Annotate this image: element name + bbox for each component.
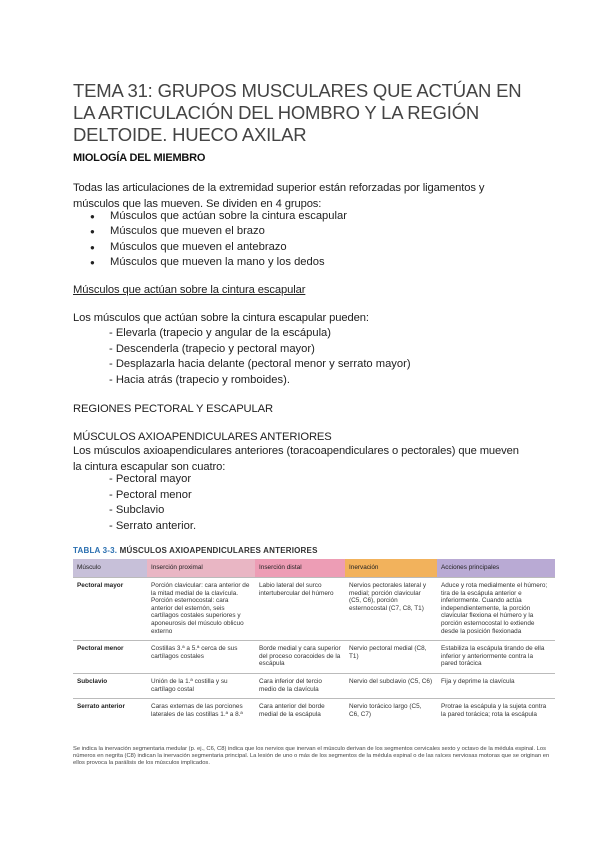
table-row (73, 578, 555, 641)
list-item: - Serrato anterior. (109, 519, 197, 532)
list-item: ● Músculos que actúan sobre la cintura escapular (90, 209, 347, 224)
cell-innervation: Nervios pectorales lateral y medial; porción clavicular (C5, C6), porción esternocostal (C7, C8, T1) (345, 578, 437, 641)
list-item: - Subclavio (109, 504, 165, 516)
cell-distal: Cara anterior del borde medial de la escápula (255, 699, 345, 724)
cell-innervation: Nervio pectoral medial (C8, T1) (345, 641, 437, 674)
cell-proximal: Porción clavicular: cara anterior de la mitad medial de la clavícula. Porción esternocostal: cara anterior del esternón, seis cartílagos costales superiores y aponeurosis del músculo oblicuo externo (147, 578, 255, 641)
table-number: TABLA 3-3. (73, 546, 118, 555)
cell-innervation: Nervio torácico largo (C5, C6, C7) (345, 699, 437, 724)
table-header-row (73, 559, 555, 578)
cell-actions: Fija y deprime la clavícula (437, 673, 555, 698)
cell-innervation: Nervio del subclavio (C5, C6) (345, 673, 437, 698)
header-proximal: Inserción proximal (147, 559, 255, 578)
table-caption-text: MÚSCULOS AXIOAPENDICULARES ANTERIORES (119, 546, 318, 555)
table-row (73, 673, 555, 698)
header-innervation: Inervación (345, 559, 437, 578)
cell-muscle: Pectoral mayor (73, 578, 147, 641)
list-item: - Pectoral mayor (109, 473, 192, 485)
table-row (73, 641, 555, 674)
list-item: ● Músculos que mueven el antebrazo (90, 240, 347, 255)
list-item: - Descenderla (trapecio y pectoral mayor) (109, 342, 315, 355)
cell-distal: Labio lateral del surco intertubercular del húmero (255, 578, 345, 641)
cell-proximal: Costillas 3.ª a 5.ª cerca de sus cartílagos costales (147, 641, 255, 674)
cell-actions: Estabiliza la escápula tirando de ella inferior y anteriormente contra la pared torácica (437, 641, 555, 674)
list-item: - Pectoral menor (109, 488, 192, 501)
cell-muscle: Serrato anterior (73, 699, 147, 724)
muscles-table (73, 559, 555, 723)
cell-actions: Protrae la escápula y la sujeta contra la pared torácica; rota la escápula (437, 699, 555, 724)
section-heading: MIOLOGÍA DEL MIEMBRO (73, 152, 206, 164)
list-item: - Elevarla (trapecio y angular de la escápula) (109, 327, 332, 339)
groups-list (90, 209, 347, 271)
cell-proximal: Caras externas de las porciones laterales de las costillas 1.ª a 8.ª (147, 699, 255, 724)
list-item: - Hacia atrás (trapecio y romboides). (109, 373, 290, 386)
anterior-heading: MÚSCULOS AXIOAPENDICULARES ANTERIORES (73, 431, 332, 443)
table-caption (73, 546, 318, 555)
table-footnote: Se indica la inervación segmentaria medular (p. ej., C6, C8) indica que los nervios que inervan el músculo derivan de los segmentos cervicales sexto y octavo de la médula espinal. Los números en negrita (C8) indican la inervación segmentaria principal. La lesión de uno o más de los segmentos de la médula espinal o de las raíces nerviosas motoras que se originan en ellos provoca la parálisis de los músculos implicados. (73, 746, 550, 766)
cell-distal: Cara inferior del tercio medio de la clavícula (255, 673, 345, 698)
list-item: ● Músculos que mueven la mano y los dedos (90, 255, 347, 270)
cell-proximal: Unión de la 1.ª costilla y su cartílago costal (147, 673, 255, 698)
actions-intro: Los músculos que actúan sobre la cintura escapular pueden: (73, 312, 369, 324)
anterior-intro: Los músculos axioapendiculares anteriores (toracoapendiculares o pectorales) que mueven la cintura escapular son cuatro: (73, 445, 519, 473)
table-row (73, 699, 555, 724)
header-actions: Acciones principales (437, 559, 555, 578)
intro-paragraph: Todas las articulaciones de la extremidad superior están reforzadas por ligamentos y músculos que las mueven. Se dividen en 4 grupos: (73, 182, 485, 210)
anterior-muscles-list (109, 472, 196, 534)
header-muscle: Músculo (73, 559, 147, 578)
regions-heading: REGIONES PECTORAL Y ESCAPULAR (73, 403, 273, 415)
list-item: - Desplazarla hacia delante (pectoral menor y serrato mayor) (109, 358, 411, 370)
page-title: TEMA 31: GRUPOS MUSCULARES QUE ACTÚAN EN LA ARTICULACIÓN DEL HOMBRO Y LA REGIÓN DELTOIDE. HUECO AXILAR (73, 80, 522, 146)
subsection-title: Músculos que actúan sobre la cintura escapular (73, 284, 306, 296)
cell-distal: Borde medial y cara superior del proceso coracoides de la escápula (255, 641, 345, 674)
actions-list (109, 326, 411, 388)
header-distal: Inserción distal (255, 559, 345, 578)
cell-muscle: Pectoral menor (73, 641, 147, 674)
list-item: ● Músculos que mueven el brazo (90, 224, 347, 239)
cell-muscle: Subclavio (73, 673, 147, 698)
cell-actions: Aduce y rota medialmente el húmero; tira de la escápula anterior e inferiormente. Cuando actúa independientemente, la porción clavicular flexiona el húmero y la porción esternocostal lo extiende desde la posición flexionada (437, 578, 555, 641)
